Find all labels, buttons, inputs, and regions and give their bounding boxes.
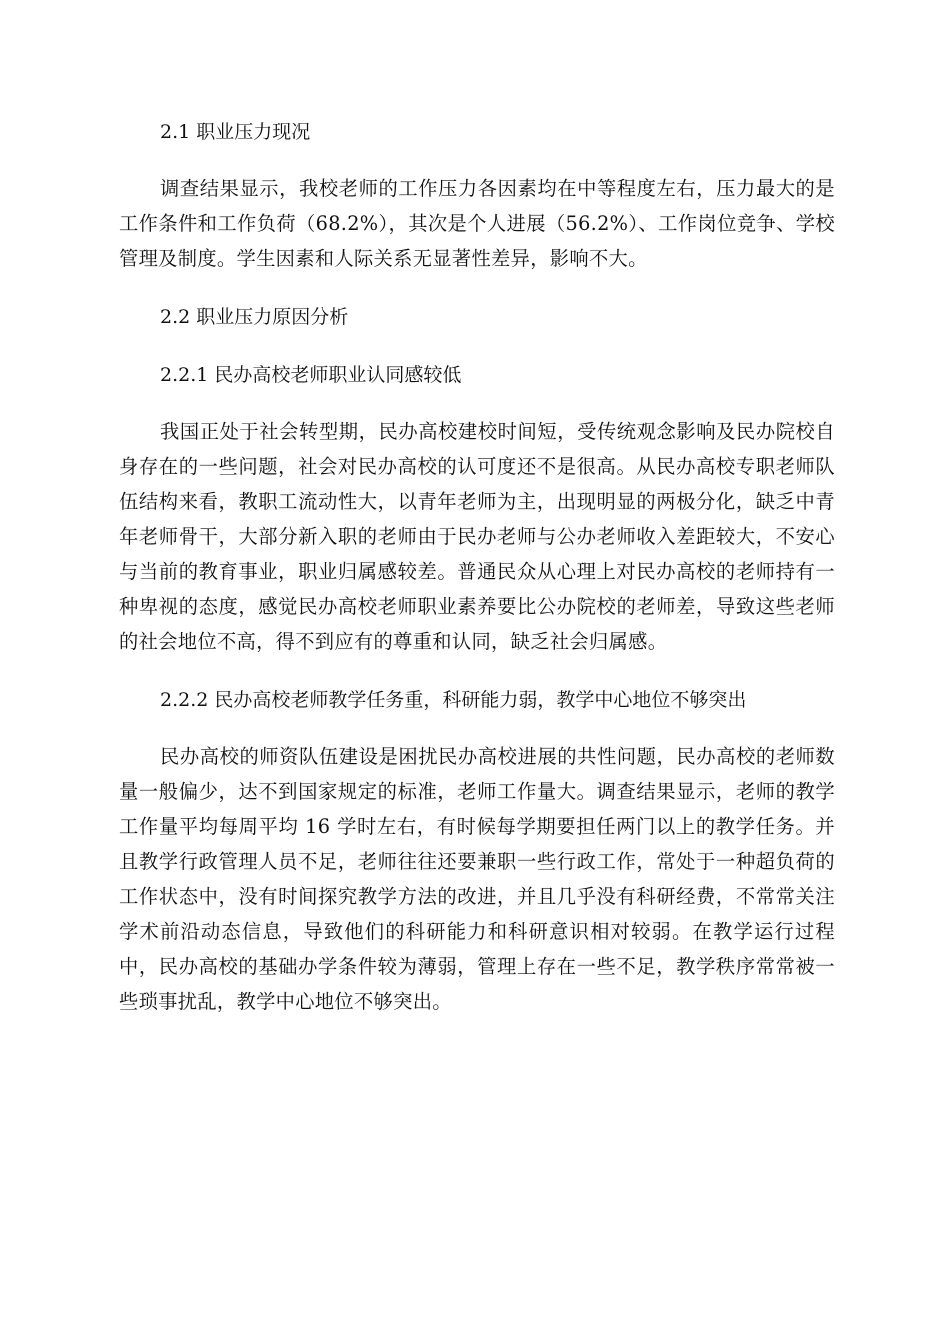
section-heading-2-2-1: 2.2.1 民办高校老师职业认同感较低	[160, 364, 462, 386]
spacer	[119, 336, 835, 356]
spacer	[119, 659, 835, 681]
spacer	[119, 151, 835, 171]
spacer	[119, 719, 835, 739]
paragraph-workload: 民办高校的师资队伍建设是困扰民办高校进展的共性问题，民办高校的老师数量一般偏少，达不到国家规定的标准，老师工作量大。调查结果显示，老师的教学工作量平均每周平均 16 学时左右，有时候每学期要担任两门以上的教学任务。并且教学行政管理人员不足，老师往往还要兼职一些行政工作，常处于一种超负荷的工作状态中，没有时间探究教学方法的改进，并且几乎没有科研经费，不常常关注学术前沿动态信息，导致他们的科研能力和科研意识相对较弱。在教学运行过程中，民办高校的基础办学条件较为薄弱，管理上存在一些不足，教学秩序常常被一些琐事扰乱，教学中心地位不够突出。	[119, 745, 835, 1013]
spacer	[119, 276, 835, 298]
paragraph-identity: 我国正处于社会转型期，民办高校建校时间短，受传统观念影响及民办院校自身存在的一些问题，社会对民办高校的认可度还不是很高。从民办高校专职老师队伍结构来看，教职工流动性大，以青年老师为主，出现明显的两极分化，缺乏中青年老师骨干，大部分新入职的老师由于民办老师与公办老师收入差距较大，不安心与当前的教育事业，职业归属感较差。普通民众从心理上对民办高校的老师持有一种卑视的态度，感觉民办高校老师职业素养要比公办院校的老师差，导致这些老师的社会地位不高，得不到应有的尊重和认同，缺乏社会归属感。	[119, 420, 835, 653]
section-heading-2-1: 2.1 职业压力现况	[160, 121, 311, 143]
paragraph-pressure-status: 调查结果显示，我校老师的工作压力各因素均在中等程度左右，压力最大的是工作条件和工作负荷（68.2%），其次是个人进展（56.2%）、工作岗位竞争、学校管理及制度。学生因素和人际关系无显著性差异，影响不大。	[119, 177, 835, 270]
section-heading-2-2-2: 2.2.2 民办高校老师教学任务重，科研能力弱，教学中心地位不够突出	[160, 689, 747, 711]
spacer	[119, 394, 835, 414]
document-body	[119, 113, 835, 1019]
section-heading-2-2: 2.2 职业压力原因分析	[160, 306, 349, 328]
